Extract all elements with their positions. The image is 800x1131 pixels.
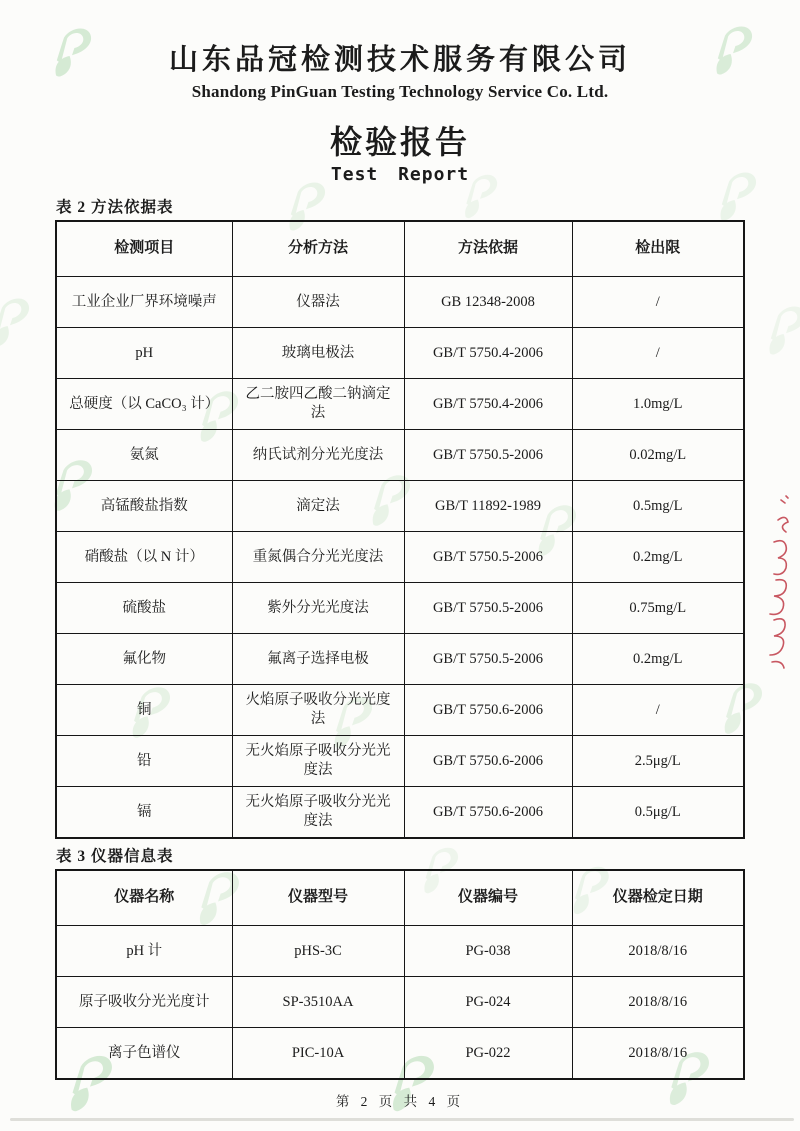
cell-basis: GB 12348-2008 bbox=[404, 277, 572, 328]
cell-calibration-date: 2018/8/16 bbox=[572, 926, 744, 977]
col-header-instrument-model: 仪器型号 bbox=[232, 870, 404, 926]
table-row bbox=[56, 481, 744, 532]
report-header bbox=[0, 42, 800, 186]
cell-instrument-number: PG-038 bbox=[404, 926, 572, 977]
cell-item: 氟化物 bbox=[56, 634, 232, 685]
cell-instrument-number: PG-024 bbox=[404, 977, 572, 1028]
table-row bbox=[56, 583, 744, 634]
col-header-item: 检测项目 bbox=[56, 221, 232, 277]
table3-caption: 表 3 仪器信息表 bbox=[56, 848, 174, 866]
cell-method: 纳氏试剂分光光度法 bbox=[232, 430, 404, 481]
cell-item: 总硬度（以 CaCO₃ 计） bbox=[56, 379, 232, 430]
table-row bbox=[56, 634, 744, 685]
method-basis-table bbox=[55, 220, 745, 839]
table-row bbox=[56, 685, 744, 736]
cell-limit: / bbox=[572, 277, 744, 328]
cell-limit: / bbox=[572, 328, 744, 379]
cell-calibration-date: 2018/8/16 bbox=[572, 1028, 744, 1080]
scan-edge-artifact bbox=[10, 1118, 794, 1121]
table-row bbox=[56, 277, 744, 328]
cell-instrument-name: pH 计 bbox=[56, 926, 232, 977]
table-row bbox=[56, 328, 744, 379]
table2-caption: 表 2 方法依据表 bbox=[56, 199, 174, 217]
instrument-info-table bbox=[55, 869, 745, 1080]
table-row bbox=[56, 787, 744, 839]
cell-item: 硫酸盐 bbox=[56, 583, 232, 634]
table-header-row bbox=[56, 870, 744, 926]
cell-method: 重氮偶合分光光度法 bbox=[232, 532, 404, 583]
table-row bbox=[56, 430, 744, 481]
cell-method: 紫外分光光度法 bbox=[232, 583, 404, 634]
cell-limit: 0.5mg/L bbox=[572, 481, 744, 532]
company-name-en: Shandong PinGuan Testing Technology Service Co. Ltd. bbox=[191, 82, 609, 102]
cell-basis: GB/T 5750.5-2006 bbox=[404, 532, 572, 583]
table-row bbox=[56, 977, 744, 1028]
cell-basis: GB/T 5750.6-2006 bbox=[404, 685, 572, 736]
cell-basis: GB/T 11892-1989 bbox=[404, 481, 572, 532]
report-title-cn: 检验报告 bbox=[329, 123, 470, 160]
col-header-instrument-name: 仪器名称 bbox=[56, 870, 232, 926]
cell-limit: 0.2mg/L bbox=[572, 634, 744, 685]
cell-limit: 1.0mg/L bbox=[572, 379, 744, 430]
cell-item: 铜 bbox=[56, 685, 232, 736]
table-row bbox=[56, 1028, 744, 1080]
cell-item: pH bbox=[56, 328, 232, 379]
cell-method: 火焰原子吸收分光光度法 bbox=[232, 685, 404, 736]
cell-basis: GB/T 5750.5-2006 bbox=[404, 430, 572, 481]
cell-basis: GB/T 5750.5-2006 bbox=[404, 634, 572, 685]
cell-item: 硝酸盐（以 N 计） bbox=[56, 532, 232, 583]
cell-limit: 0.2mg/L bbox=[572, 532, 744, 583]
table-row bbox=[56, 532, 744, 583]
col-header-basis: 方法依据 bbox=[404, 221, 572, 277]
cell-basis: GB/T 5750.4-2006 bbox=[404, 379, 572, 430]
table-header-row bbox=[56, 221, 744, 277]
page-number: 第 2 页 共 4 页 bbox=[335, 1094, 465, 1110]
cell-item: 工业企业厂界环境噪声 bbox=[56, 277, 232, 328]
company-name-cn: 山东品冠检测技术服务有限公司 bbox=[168, 44, 631, 76]
table-row bbox=[56, 926, 744, 977]
col-header-method: 分析方法 bbox=[232, 221, 404, 277]
cell-method: 乙二胺四乙酸二钠滴定法 bbox=[232, 379, 404, 430]
cell-method: 氟离子选择电极 bbox=[232, 634, 404, 685]
cell-basis: GB/T 5750.6-2006 bbox=[404, 736, 572, 787]
cell-basis: GB/T 5750.4-2006 bbox=[404, 328, 572, 379]
cell-instrument-name: 离子色谱仪 bbox=[56, 1028, 232, 1080]
cell-method: 玻璃电极法 bbox=[232, 328, 404, 379]
report-title-en: Test Report bbox=[330, 163, 470, 185]
cell-item: 氨氮 bbox=[56, 430, 232, 481]
cell-limit: 0.5μg/L bbox=[572, 787, 744, 839]
col-header-limit: 检出限 bbox=[572, 221, 744, 277]
cell-method: 滴定法 bbox=[232, 481, 404, 532]
cell-method: 无火焰原子吸收分光光度法 bbox=[232, 736, 404, 787]
cell-limit: 0.02mg/L bbox=[572, 430, 744, 481]
cell-limit: 2.5μg/L bbox=[572, 736, 744, 787]
cell-instrument-number: PG-022 bbox=[404, 1028, 572, 1080]
cell-instrument-model: pHS-3C bbox=[232, 926, 404, 977]
cell-limit: / bbox=[572, 685, 744, 736]
cell-basis: GB/T 5750.5-2006 bbox=[404, 583, 572, 634]
table-row bbox=[56, 736, 744, 787]
cell-instrument-model: PIC-10A bbox=[232, 1028, 404, 1080]
col-header-instrument-number: 仪器编号 bbox=[404, 870, 572, 926]
cell-limit: 0.75mg/L bbox=[572, 583, 744, 634]
cell-basis: GB/T 5750.6-2006 bbox=[404, 787, 572, 839]
table-row bbox=[56, 379, 744, 430]
cell-instrument-name: 原子吸收分光光度计 bbox=[56, 977, 232, 1028]
cell-instrument-model: SP-3510AA bbox=[232, 977, 404, 1028]
cell-item: 高锰酸盐指数 bbox=[56, 481, 232, 532]
col-header-calibration-date: 仪器检定日期 bbox=[572, 870, 744, 926]
cell-method: 仪器法 bbox=[232, 277, 404, 328]
cell-item: 镉 bbox=[56, 787, 232, 839]
cell-calibration-date: 2018/8/16 bbox=[572, 977, 744, 1028]
cell-method: 无火焰原子吸收分光光度法 bbox=[232, 787, 404, 839]
cell-item: 铅 bbox=[56, 736, 232, 787]
